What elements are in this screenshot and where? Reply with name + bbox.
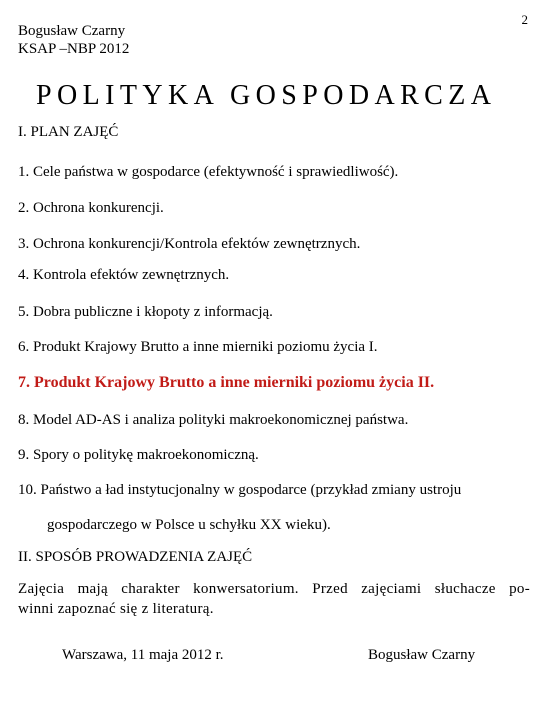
plan-item-4: 4. Kontrola efektów zewnętrznych. (18, 267, 230, 283)
document-title: POLITYKA GOSPODARCZA (36, 80, 497, 111)
plan-item-2: 2. Ochrona konkurencji. (18, 200, 164, 216)
plan-item-9: 9. Spory o politykę makroekonomiczną. (18, 447, 259, 463)
plan-item-10: 10. Państwo a ład instytucjonalny w gospodarce (przykład zmiany ustroju (18, 482, 462, 498)
footer-signature: Bogusław Czarny (368, 647, 476, 663)
footer-place-date: Warszawa, 11 maja 2012 r. (62, 647, 224, 663)
plan-item-10-continuation: gospodarczego w Polsce u schyłku XX wieku). (47, 517, 331, 533)
plan-item-7-highlighted: 7. Produkt Krajowy Brutto a inne mierniki poziomu życia II. (18, 374, 435, 391)
method-paragraph (18, 579, 530, 619)
method-line-1: Zajęcia mają charakter konwersatorium. Przed zajęciami słuchacze po- (18, 581, 530, 597)
plan-item-3: 3. Ochrona konkurencji/Kontrola efektów zewnętrznych. (18, 236, 361, 252)
method-heading: II. SPOSÓB PROWADZENIA ZAJĘĆ (18, 549, 253, 565)
method-line-2: winni zapoznać się z literaturą. (18, 601, 214, 617)
plan-item-6: 6. Produkt Krajowy Brutto a inne mierniki poziomu życia I. (18, 339, 378, 355)
plan-item-8: 8. Model AD-AS i analiza polityki makroekonomicznej państwa. (18, 412, 409, 428)
author-name: Bogusław Czarny (18, 23, 126, 39)
plan-item-5: 5. Dobra publiczne i kłopoty z informacją. (18, 304, 273, 320)
course-label: KSAP –NBP 2012 (18, 41, 130, 57)
plan-heading: I. PLAN ZAJĘĆ (18, 124, 119, 140)
page-number: 2 (521, 12, 528, 27)
plan-item-1: 1. Cele państwa w gospodarce (efektywność i sprawiedliwość). (18, 164, 399, 180)
